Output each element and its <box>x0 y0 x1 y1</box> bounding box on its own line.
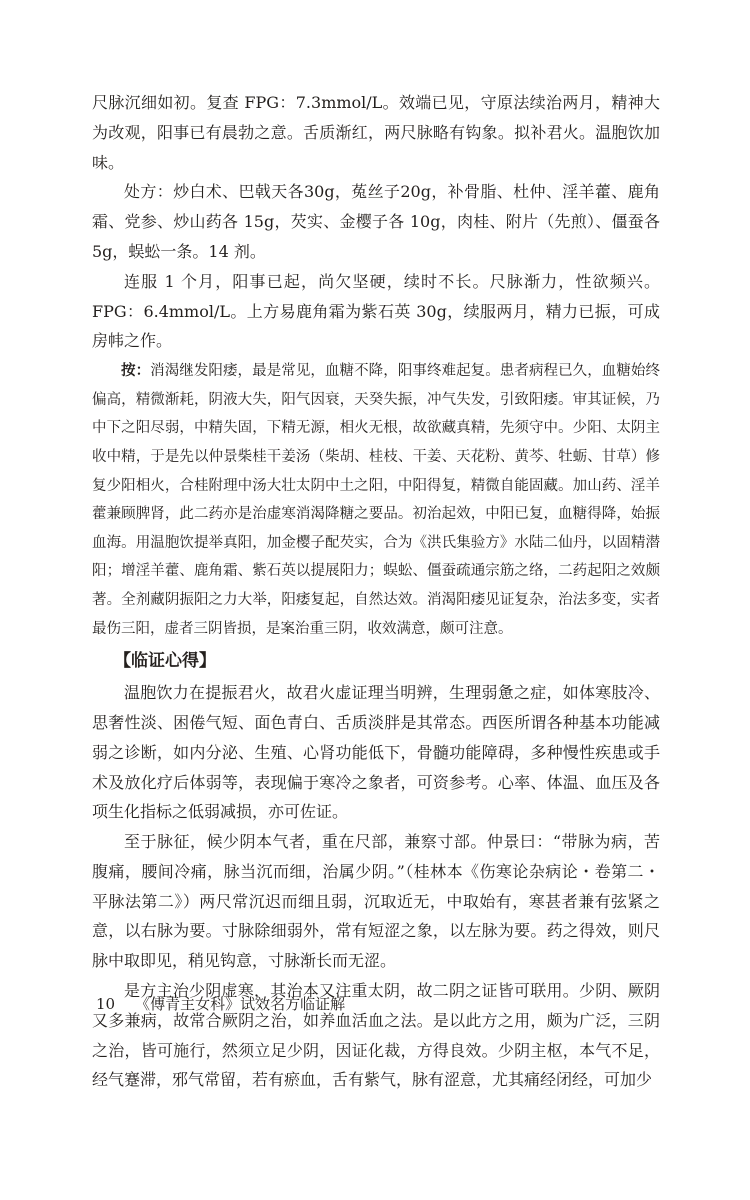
paragraph-experience-3: 是方主治少阴虚寒，其治本又注重太阴，故二阴之证皆可联用。少阴、厥阴又多兼病，故常合厥阴之治，如养血活血之法。是以此方之用，颇为广泛，三阴之治，皆可施行，然须立足少阴，因证化裁，方得良效。少阴主枢，本气不足，经气蹇滞，邪气常留，若有瘀血，舌有紫气，脉有涩意，尤其痛经闭经，可加少 <box>92 981 660 1090</box>
page-number: 10 <box>96 995 116 1013</box>
book-title: 《傅青主女科》 <box>135 995 241 1013</box>
paragraph-experience-1: 温胞饮力在提振君火，故君火虚证理当明辨，生理弱惫之症，如体寒肢冷、思奢性淡、困倦气短、面色青白、舌质淡胖是其常态。西医所谓各种基本功能减弱之诊断，如内分泌、生殖、心肾功能低下，骨髓功能障碍，多种慢性疾患或手术及放化疗后体弱等，表现偏于寒冷之象者，可资参考。心率、体温、血压及各项生化指标之低弱减损，亦可佐证。 <box>92 683 660 822</box>
paragraph-followup: 连服 1 个月，阳事已起，尚欠坚硬，续时不长。尺脉渐力，性欲频兴。FPG：6.4mmol/L。上方易鹿角霜为紫石英 30g，续服两月，精力已振，可成房帏之作。 <box>92 271 660 351</box>
paragraph-experience-2: 至于脉征，候少阴本气者，重在尺部，兼察寸部。仲景曰：“带脉为病，苦腹痛，腰间冷痛，脉当沉而细，治属少阴。”（桂林本《伤寒论杂病论・卷第二・平脉法第二》）两尺常沉迟而细且弱，沉取近无，中取始有，寒甚者兼有弦紧之意，以右脉为要。寸脉除细弱外，常有短涩之象，以左脉为要。药之得效，则尺脉中取即见，稍见钩意，寸脉渐长而无涩。 <box>92 832 660 971</box>
commentary-note <box>92 357 660 643</box>
page-footer <box>96 993 345 1014</box>
commentary-text: 消渴继发阳痿，最是常见，血糖不降，阳事终难起复。患者病程已久，血糖始终偏高，精微渐耗，阴液大失，阳气因衰，天癸失振，冲气失发，引致阳痿。审其证候，乃中下之阳尽弱，中精失固，下精无源，相火无根，故欲藏真精，先须守中。少阳、太阴主收中精，于是先以仲景柴桂干姜汤（柴胡、桂枝、干姜、天花粉、黄芩、牡蛎、甘草）修复少阳相火，合桂附理中汤大壮太阴中土之阳，中阳得复，精微自能固藏。加山药、淫羊藿兼顾脾肾，此二药亦是治虚寒消渴降糖之要品。初治起效，中阳已复，血糖得降，始振血海。用温胞饮提举真阳，加金樱子配芡实，合为《洪氏集验方》水陆二仙丹，以固精潜阳；增淫羊藿、鹿角霜、紫石英以提展阳力；蜈蚣、僵蚕疏通宗筋之络，二药起阳之效颇著。全剂藏阴振阳之力大举，阳痿复起，自然达效。消渴阳痿见证复杂，治法多变，实者最伤三阳，虚者三阴皆损，是案治重三阴，收效满意，颇可注意。 <box>92 363 660 637</box>
paragraph-prescription: 处方：炒白术、巴戟天各30g，菟丝子20g，补骨脂、杜仲、淫羊藿、鹿角霜、党参、炒山药各 15g，芡实、金樱子各 10g，肉桂、附片（先煎）、僵蚕各 5g，蜈蚣一条。14 剂。 <box>92 182 660 261</box>
section-heading: 【临证心得】 <box>114 651 216 672</box>
paragraph-continuation: 尺脉沉细如初。复查 FPG：7.3mmol/L。效端已见，守原法续治两月，精神大为改观，阳事已有晨勃之意。舌质渐红，两尺脉略有钩象。拟补君火。温胞饮加味。 <box>92 93 660 172</box>
book-subtitle: 试效名方临证解 <box>240 995 346 1013</box>
page-body <box>92 88 660 1095</box>
commentary-label: 按： <box>121 363 151 380</box>
